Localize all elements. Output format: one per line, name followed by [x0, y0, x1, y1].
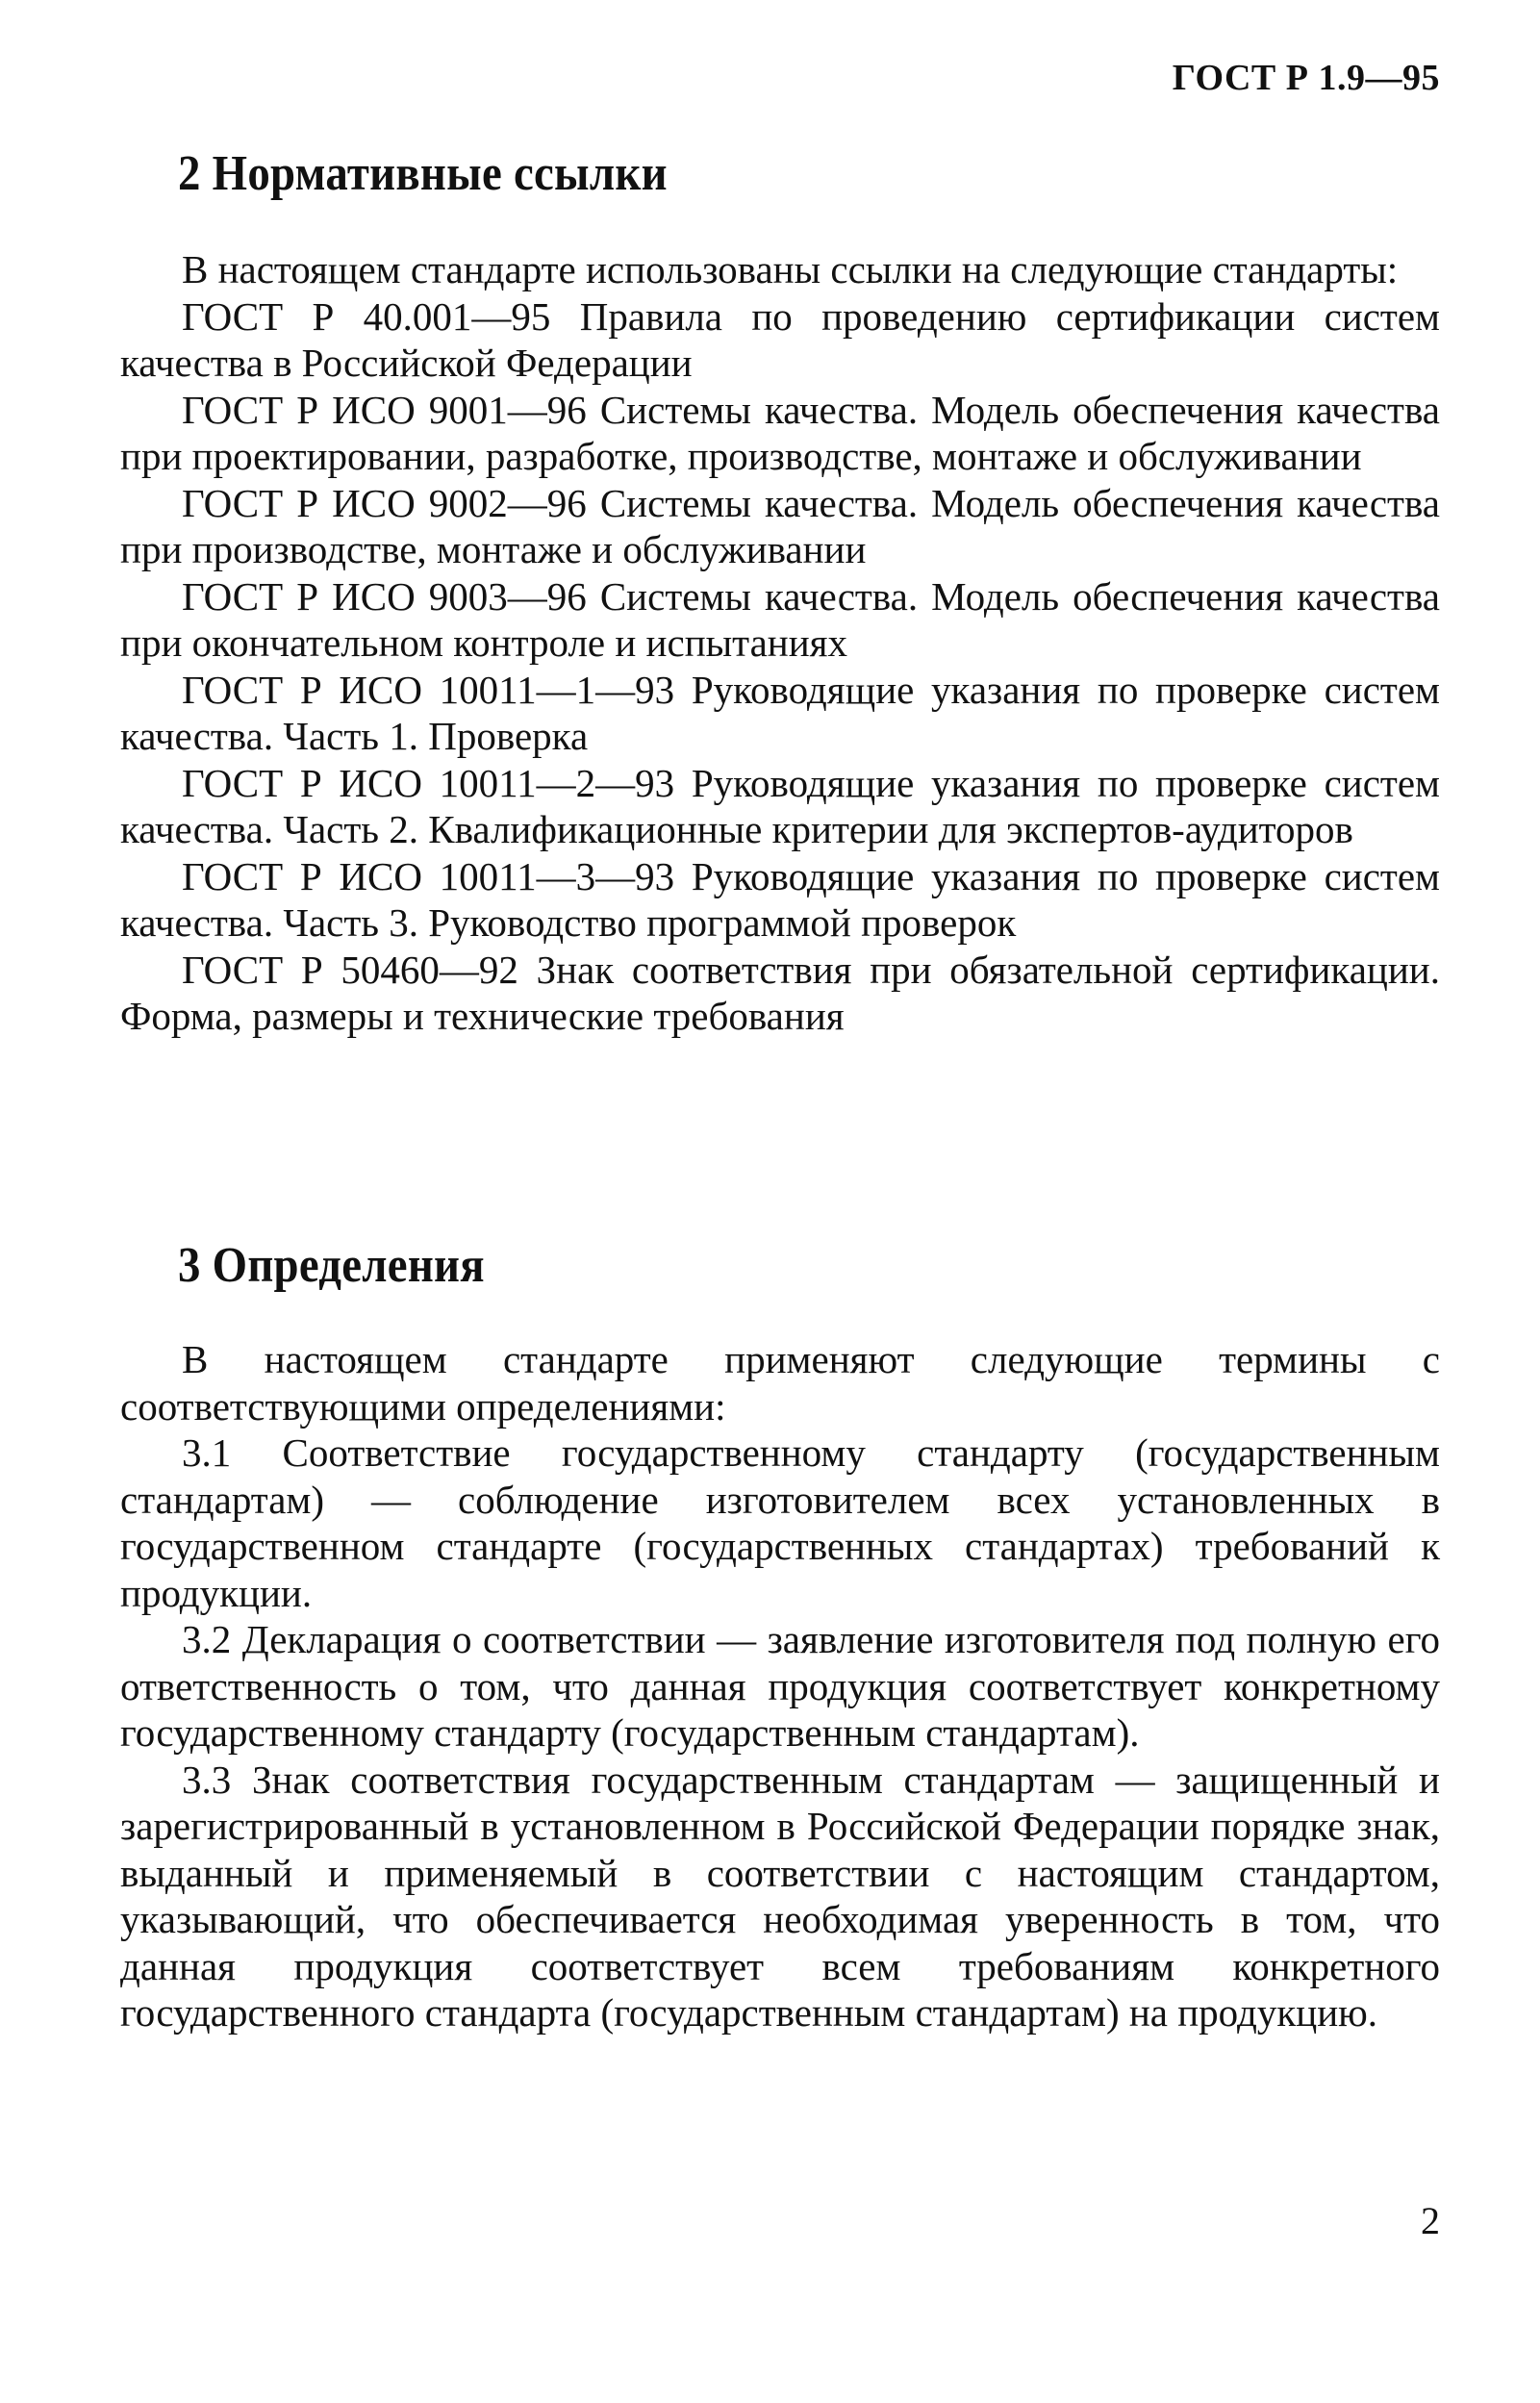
reference-item: ГОСТ Р 40.001—95 Правила по проведению сертификации систем качества в Российской Федерации	[120, 293, 1440, 385]
reference-item: ГОСТ Р ИСО 10011—2—93 Руководящие указания по проверке систем качества. Часть 2. Квалификационные критерии для экспертов-аудиторов	[120, 760, 1440, 851]
reference-item: ГОСТ Р ИСО 9001—96 Системы качества. Модель обеспечения качества при проектировании, разработке, производстве, монтаже и обслуживании	[120, 387, 1440, 478]
page-number: 2	[1421, 2199, 1440, 2242]
definition-item: 3.1 Соответствие государственному стандарту (государственным стандартам) — соблюдение изготовителем всех установленных в государственном стандарте (государственных стандартах) требований к продукции.	[120, 1430, 1440, 1615]
document-page	[120, 0, 1440, 2403]
definition-item: 3.2 Декларация о соответствии — заявление изготовителя под полную его ответственность о том, что данная продукция соответствует конкретному государственному стандарту (государственным стандартам).	[120, 1617, 1440, 1755]
running-header-standard-code: ГОСТ Р 1.9—95	[1172, 58, 1440, 98]
section-2-heading: 2 Нормативные ссылки	[178, 146, 668, 201]
reference-item: ГОСТ Р ИСО 10011—3—93 Руководящие указания по проверке систем качества. Часть 3. Руководство программой проверок	[120, 853, 1440, 945]
definition-item: 3.3 Знак соответствия государственным стандартам — защищенный и зарегистрированный в установленном в Российской Федерации порядке знак, выданный и применяемый в соответствии с настоящим стандартом, указывающий, что обеспечивается необходимая уверенность в том, что данная продукция соответствует всем требованиям конкретного государственного стандарта (государственным стандартам) на продукцию.	[120, 1757, 1440, 2035]
section-3-heading: 3 Определения	[178, 1238, 485, 1293]
reference-item: ГОСТ Р ИСО 9002—96 Системы качества. Модель обеспечения качества при производстве, монтаже и обслуживании	[120, 480, 1440, 571]
reference-item: ГОСТ Р ИСО 10011—1—93 Руководящие указания по проверке систем качества. Часть 1. Проверка	[120, 667, 1440, 758]
section-3-body	[120, 1336, 1440, 2036]
reference-item: ГОСТ Р 50460—92 Знак соответствия при обязательной сертификации. Форма, размеры и технические требования	[120, 947, 1440, 1038]
section-2-body	[120, 246, 1440, 1040]
section-3-intro: В настоящем стандарте применяют следующие термины с соответствующими определениями:	[120, 1337, 1440, 1429]
reference-item: ГОСТ Р ИСО 9003—96 Системы качества. Модель обеспечения качества при окончательном контроле и испытаниях	[120, 573, 1440, 665]
section-2-intro: В настоящем стандарте использованы ссылки на следующие стандарты:	[182, 247, 1399, 291]
